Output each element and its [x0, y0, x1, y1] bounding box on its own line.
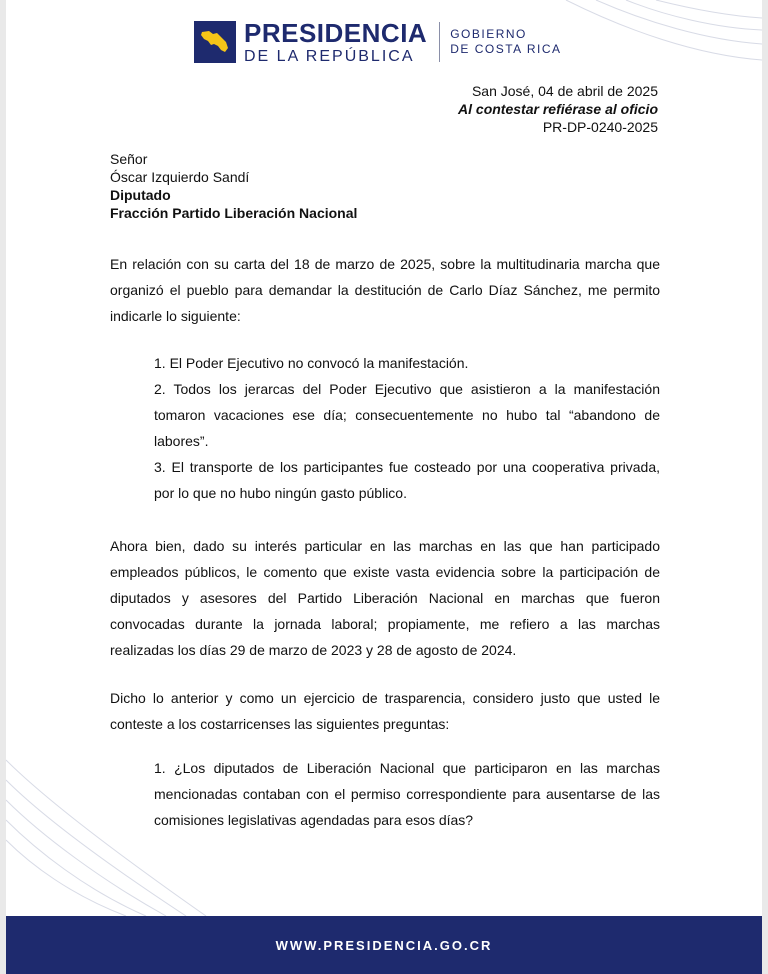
- gov-line-2: DE COSTA RICA: [450, 42, 562, 56]
- addressee-position: Diputado: [110, 187, 171, 203]
- government-label: [450, 27, 561, 57]
- salutation: Señor: [110, 151, 148, 167]
- response-list: [154, 350, 660, 506]
- logo-title: PRESIDENCIA: [244, 17, 428, 48]
- questions-list: [154, 755, 660, 833]
- reference-note: Al contestar refiérase al oficio: [458, 101, 658, 117]
- paragraph-3: Dicho lo anterior y como un ejercicio de trasparencia, considero justo que usted le conteste a los costarricenses las siguientes preguntas:: [110, 690, 660, 732]
- header-logo: [194, 18, 562, 66]
- paragraph-2: Ahora bien, dado su interés particular en las marchas en las que han participado empleados públicos, le comento que existe vasta evidencia sobre la participación de diputados y asesores del Partido Liberación Nacional en marchas que fueron convocadas durante la jornada laboral; propiamente, me refiero a las marchas realizadas los días 29 de marzo de 2023 y 28 de agosto de 2024.: [110, 538, 660, 658]
- letter-page: [6, 0, 762, 974]
- letter-meta: [458, 82, 658, 136]
- logo-subtitle: DE LA REPÚBLICA: [244, 47, 415, 65]
- list-item: 2. Todos los jerarcas del Poder Ejecutivo que asistieron a la manifestación tomaron vacaciones ese día; consecuentemente no hubo tal “abandono de labores”.: [154, 381, 660, 449]
- place-date: San José, 04 de abril de 2025: [471, 83, 658, 99]
- costa-rica-map-icon: [194, 21, 236, 63]
- addressee-name: Óscar Izquierdo Sandí: [110, 169, 250, 185]
- paragraph-1: En relación con su carta del 18 de marzo de 2025, sobre la multitudinaria marcha que organizó el pueblo para demandar la destitución de Carlo Díaz Sánchez, me permito indicarle lo siguiente:: [110, 256, 660, 324]
- list-item: 3. El transporte de los participantes fue costeado por una cooperativa privada, por lo que no hubo ningún gasto público.: [154, 459, 660, 501]
- footer-bar: [6, 916, 762, 974]
- office-number: PR-DP-0240-2025: [542, 119, 658, 135]
- logo-divider: [439, 22, 440, 62]
- gov-line-1: GOBIERNO: [450, 27, 527, 41]
- list-item: 1. ¿Los diputados de Liberación Nacional que participaron en las marchas mencionadas contaban con el permiso correspondiente para ausentarse de las comisiones legislativas agendadas para esos días?: [154, 760, 660, 828]
- website-url: WWW.PRESIDENCIA.GO.CR: [275, 937, 493, 953]
- addressee-block: [110, 150, 357, 222]
- list-item: 1. El Poder Ejecutivo no convocó la manifestación.: [154, 355, 469, 371]
- addressee-faction: Fracción Partido Liberación Nacional: [110, 205, 358, 221]
